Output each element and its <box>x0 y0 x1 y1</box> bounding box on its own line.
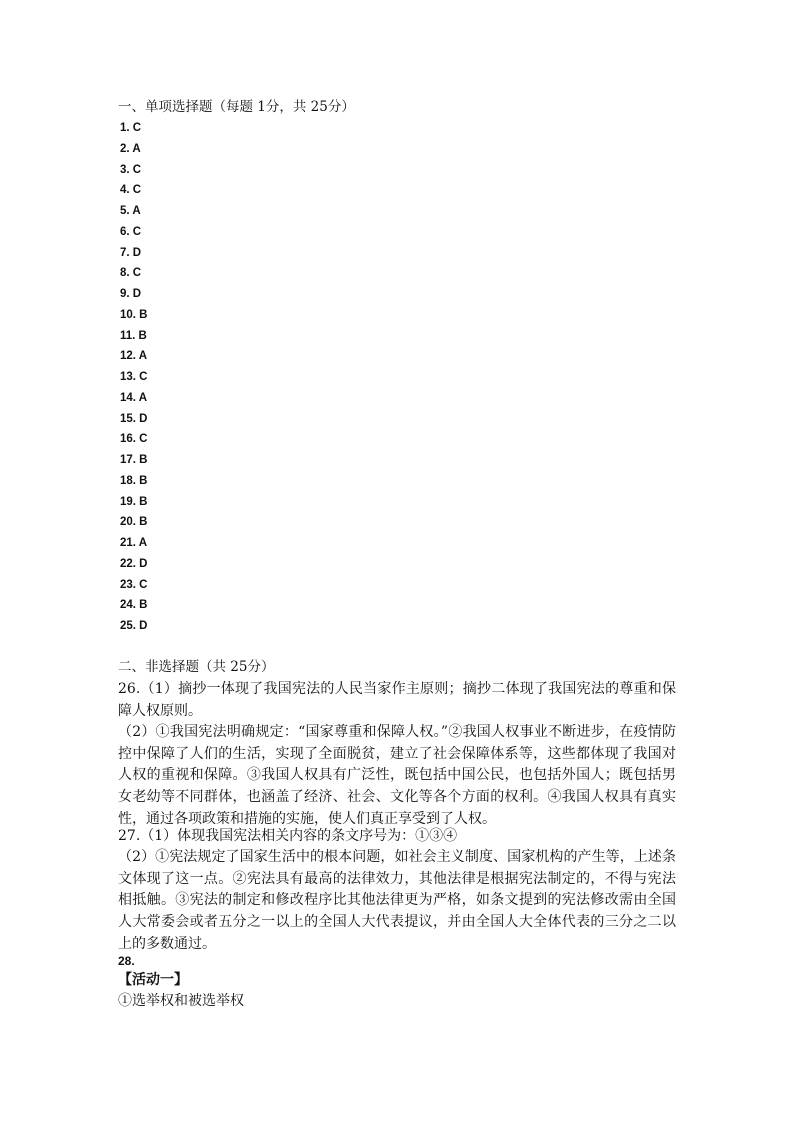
activity-one-item: ①选举权和被选举权 <box>118 993 244 1009</box>
q26-part1-answer: 26.（1）摘抄一体现了我国宪法的人民当家作主原则；摘抄二体现了我国宪法的尊重和保障人权原则。 <box>118 681 676 719</box>
mc-answer: 13. C <box>120 371 148 383</box>
mc-answer: 17. B <box>120 454 148 466</box>
mc-answer: 15. D <box>120 412 148 425</box>
mc-answer: 19. B <box>120 495 148 508</box>
mc-answer: 10. B <box>120 308 148 321</box>
mc-answer: 21. A <box>120 537 148 549</box>
mc-answer: 23. C <box>120 578 148 591</box>
mc-answer: 5. A <box>120 205 141 217</box>
mc-answer: 6. C <box>120 225 142 238</box>
mc-answer: 12. A <box>120 350 148 363</box>
mc-answer: 18. B <box>120 474 148 487</box>
section2-title: 二、非选择题（共 25分） <box>118 659 275 675</box>
mc-answer: 22. D <box>120 557 148 570</box>
mc-answer: 11. B <box>120 329 147 342</box>
q26-part2-answer: （2）①我国宪法明确规定：“国家尊重和保障人权。”②我国人权事业不断进步，在疫情防控中保障了人们的生活，实现了全面脱贫，建立了社会保障体系等，这些都体现了我国对人权的重视和保障。③我国人权具有广泛性，既包括中国公民，也包括外国人；既包括男女老幼等不同群体，也涵盖了经济、社会、文化等各个方面的权利。④我国人权具有真实性，通过各项政策和措施的实施，使人们真正享受到了人权。 <box>118 724 676 827</box>
mc-answer: 7. D <box>120 246 142 259</box>
q27-part2-answer: （2）①宪法规定了国家生活中的根本问题，如社会主义制度、国家机构的产生等，上述条文体现了这一点。②宪法具有最高的法律效力，其他法律是根据宪法制定的，不得与宪法相抵触。③宪法的制定和修改程序比其他法律更为严格，如条文提到的宪法修改需由全国人大常委会或者五分之一以上的全国人大代表提议，并由全国人大全体代表的三分之二以上的多数通过。 <box>118 849 676 952</box>
section1-title: 一、单项选择题（每题 1分，共 25分） <box>118 99 355 115</box>
mc-answer: 14. A <box>120 391 148 404</box>
mc-answer: 4. C <box>120 184 142 197</box>
mc-answer: 1. C <box>120 122 142 134</box>
q28-label: 28. <box>118 954 135 968</box>
mc-answer: 24. B <box>120 599 148 612</box>
mc-answer: 2. A <box>120 142 141 155</box>
mc-answer: 9. D <box>120 288 142 300</box>
multiple-choice-answer-list <box>120 119 148 638</box>
mc-answer: 8. C <box>120 267 142 280</box>
mc-answer: 16. C <box>120 433 148 446</box>
mc-answer: 3. C <box>120 163 142 176</box>
activity-one-title: 【活动一】 <box>118 972 188 988</box>
q27-part1-answer: 27.（1）体现我国宪法相关内容的条文序号为：①③④ <box>118 828 458 844</box>
mc-answer: 20. B <box>120 516 148 529</box>
mc-answer: 25. D <box>120 620 148 632</box>
